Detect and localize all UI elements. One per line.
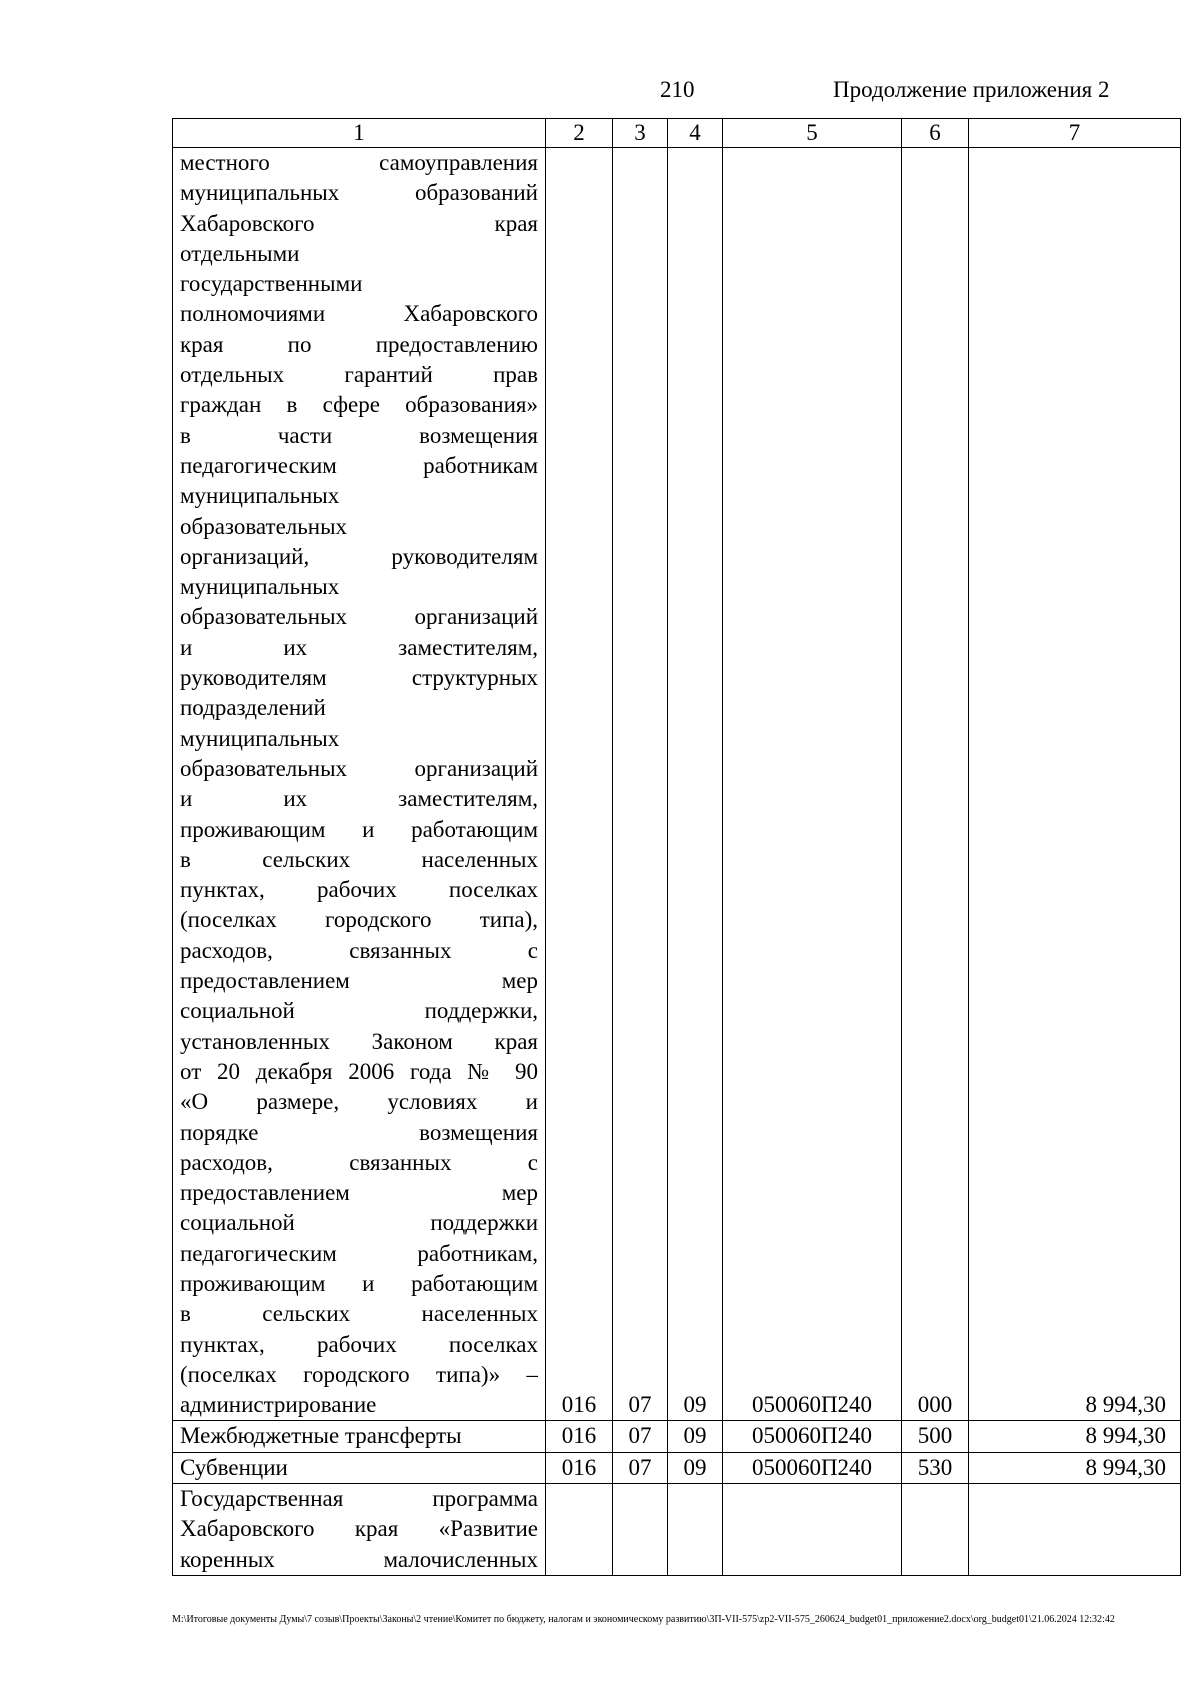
row-name-line: расходов, связанных с <box>180 937 538 963</box>
target-article-cell <box>723 1484 902 1576</box>
row-name-cell <box>173 1452 546 1483</box>
row-name-line: Государственная программа <box>180 1486 538 1512</box>
amount-cell: 8 994,30 <box>969 148 1181 1421</box>
table-body <box>173 119 1181 1576</box>
table-row <box>173 1452 1181 1483</box>
column-header: 4 <box>668 119 723 148</box>
row-name-line: и их заместителям, <box>180 634 538 660</box>
section-code-cell <box>613 1484 668 1576</box>
expense-type-cell: 500 <box>902 1421 969 1452</box>
row-name-line: установленных Законом края <box>180 1028 538 1054</box>
grbs-code-cell <box>546 1484 613 1576</box>
expense-type-cell: 530 <box>902 1452 969 1483</box>
row-name-line: педагогическим работникам <box>180 452 538 478</box>
row-name-line: (поселках городского типа)» – <box>180 1361 538 1387</box>
row-name-line: государственными <box>180 271 363 297</box>
row-name-line: социальной поддержки, <box>180 998 538 1024</box>
row-name-line: и их заместителям, <box>180 786 538 812</box>
column-header: 6 <box>902 119 969 148</box>
row-name-line: администрирование <box>180 1392 377 1418</box>
row-name-line: в сельских населенных <box>180 846 538 872</box>
table-row <box>173 1421 1181 1452</box>
row-name-line: расходов, связанных с <box>180 1149 538 1175</box>
table-row <box>173 148 1181 1421</box>
row-name-line: пунктах, рабочих поселках <box>180 877 538 903</box>
grbs-code-cell: 016 <box>546 148 613 1421</box>
row-name-line: образовательных <box>180 513 348 539</box>
target-article-cell: 050060П240 <box>723 148 902 1421</box>
column-header: 3 <box>613 119 668 148</box>
row-name-line: социальной поддержки <box>180 1210 538 1236</box>
row-name-line: Субвенции <box>180 1454 288 1480</box>
row-name-line: в сельских населенных <box>180 1301 538 1327</box>
column-header: 2 <box>546 119 613 148</box>
amount-cell <box>969 1484 1181 1576</box>
budget-table <box>172 118 1181 1576</box>
table-row <box>173 1484 1181 1576</box>
row-name-line: отдельных гарантий прав <box>180 362 538 388</box>
row-name-line: Межбюджетные трансферты <box>180 1423 462 1449</box>
row-name-line: Хабаровского края «Развитие <box>180 1516 538 1542</box>
row-name-line: педагогическим работникам, <box>180 1240 538 1266</box>
row-name-line: (поселках городского типа), <box>180 907 538 933</box>
header-row <box>173 119 1181 148</box>
grbs-code-cell: 016 <box>546 1421 613 1452</box>
continuation-label: Продолжение приложения 2 <box>833 77 1110 102</box>
row-name-line: граждан в сфере образования» <box>180 392 538 418</box>
row-name-line: от 20 декабря 2006 года № 90 <box>180 1058 538 1084</box>
row-name-cell <box>173 1421 546 1452</box>
target-article-cell: 050060П240 <box>723 1421 902 1452</box>
row-name-line: организаций, руководителям <box>180 543 538 569</box>
page-number: 210 <box>660 77 695 102</box>
section-code-cell: 07 <box>613 148 668 1421</box>
row-name-line: пунктах, рабочих поселках <box>180 1331 538 1357</box>
expense-type-cell: 000 <box>902 148 969 1421</box>
row-name-line: проживающим и работающим <box>180 1270 538 1296</box>
subsection-code-cell: 09 <box>668 1452 723 1483</box>
row-name-line: края по предоставлению <box>180 331 538 357</box>
row-name-line: в части возмещения <box>180 422 538 448</box>
target-article-cell: 050060П240 <box>723 1452 902 1483</box>
row-name-line: «О размере, условиях и <box>180 1089 538 1115</box>
row-name-cell <box>173 148 546 1421</box>
row-name-line: Хабаровского края <box>180 210 538 236</box>
amount-cell: 8 994,30 <box>969 1421 1181 1452</box>
row-name-line: муниципальных <box>180 725 340 751</box>
row-name-line: муниципальных образований <box>180 180 538 206</box>
row-name-line: образовательных организаций <box>180 755 538 781</box>
row-name-cell <box>173 1484 546 1576</box>
section-code-cell: 07 <box>613 1452 668 1483</box>
row-name-line: муниципальных <box>180 574 340 600</box>
row-name-line: муниципальных <box>180 483 340 509</box>
section-code-cell: 07 <box>613 1421 668 1452</box>
row-name-line: местного самоуправления <box>180 150 538 175</box>
grbs-code-cell: 016 <box>546 1452 613 1483</box>
row-name-line: предоставлением мер <box>180 968 538 994</box>
row-name-line: предоставлением мер <box>180 1180 538 1206</box>
expense-type-cell <box>902 1484 969 1576</box>
row-name-line: порядке возмещения <box>180 1119 538 1145</box>
subsection-code-cell: 09 <box>668 148 723 1421</box>
row-name-line: отдельными <box>180 240 300 266</box>
document-path-footer: M:\Итоговые документы Думы\7 созыв\Проекты\Законы\2 чтение\Комитет по бюджету, налогам и экономическому развитию\3П-VII-575\zp2-VII-575_260624_budget01_приложение2.docx\org_budget01\21.06.2024 12:32:42 <box>172 1614 1115 1625</box>
column-header: 5 <box>723 119 902 148</box>
row-name-line: руководителям структурных <box>180 665 538 691</box>
subsection-code-cell <box>668 1484 723 1576</box>
subsection-code-cell: 09 <box>668 1421 723 1452</box>
row-name-line: проживающим и работающим <box>180 816 538 842</box>
row-name-line: коренных малочисленных <box>180 1546 538 1572</box>
column-header: 7 <box>969 119 1181 148</box>
row-name-line: подразделений <box>180 695 326 721</box>
column-header: 1 <box>173 119 546 148</box>
row-name-line: образовательных организаций <box>180 604 538 630</box>
amount-cell: 8 994,30 <box>969 1452 1181 1483</box>
row-name-line: полномочиями Хабаровского <box>180 301 538 327</box>
